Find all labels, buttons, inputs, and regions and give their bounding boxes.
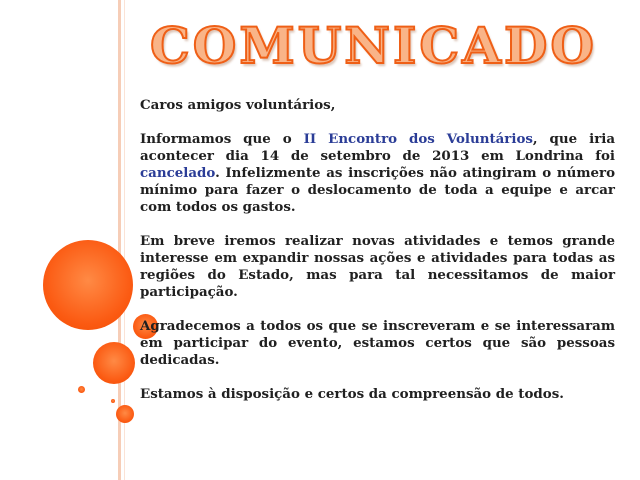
status-cancelled: cancelado [140,165,216,181]
paragraph-text: Informamos que o [140,131,304,147]
closing: Estamos à disposição e certos da compreensão de todos. [140,386,564,402]
paragraph-text: . Infelizmente as inscrições não atingiram o número mínimo para fazer o deslocamento de toda a equipe e arcar com todos os gastos. [140,165,615,215]
greeting: Caros amigos voluntários, [140,97,336,113]
event-name: II Encontro dos Voluntários [303,131,533,147]
decorative-circle-large [43,240,133,330]
page-title: COMUNICADO [150,16,597,75]
paragraph-text: , que iria acontecer dia 14 de setembro de 2013 em Londrina foi [140,131,616,164]
decorative-circle-medium [93,342,135,384]
decorative-dot [78,386,85,393]
paragraph-future-activities: Em breve iremos realizar novas atividades e temos grande interesse em expandir nossas ações e atividades para todas as regiões do Estado, mas para tal necessitamos de maior participação. [140,233,615,300]
paragraph-thanks: Agradecemos a todos os que se inscreveram e se interessaram em participar do evento, estamos certos que são pessoas dedicadas. [140,318,615,368]
decorative-dot [111,399,115,403]
letter-body [140,97,615,403]
decorative-circle-small [116,405,134,423]
paragraph-cancellation [140,131,615,216]
